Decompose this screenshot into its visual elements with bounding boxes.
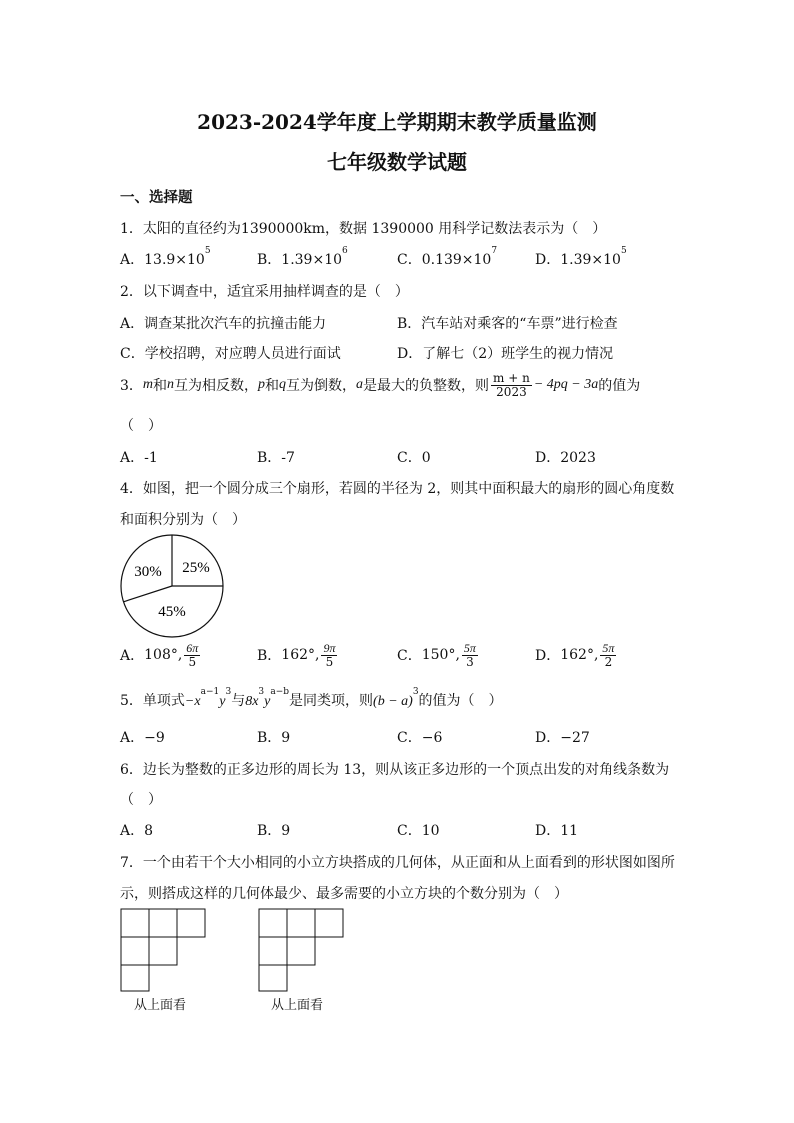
q5-option-d: D．−27: [535, 730, 590, 746]
grid-cell: [315, 909, 343, 937]
q1-option-c: C．$0.139\times 10^7$: [397, 246, 498, 268]
q2-option-c: C．学校招聘，对应聘人员进行面试: [120, 346, 341, 362]
q1-option-b: B．$1.39\times 10^6$: [257, 246, 348, 268]
q1-option-a: A．$13.9\times 10^5$: [120, 246, 211, 268]
q5-option-a: A．−9: [120, 730, 165, 746]
question-7-line1: 7．一个由若干个大小相同的小立方块搭成的几何体，从正面和从上面看到的形状图如图所: [120, 855, 675, 871]
question-6-line1: 6．边长为整数的正多边形的周长为 13，则从该正多边形的一个顶点出发的对角线条数为: [120, 762, 670, 778]
pie-label-25: 25%: [182, 560, 210, 576]
grid-cell: [259, 937, 287, 965]
grid-cell: [121, 965, 149, 991]
q5-option-c: C．−6: [397, 730, 443, 746]
q6-option-a: A．8: [120, 823, 154, 839]
figure-2-caption: 从上面看: [271, 998, 324, 1013]
q6-option-b: B．9: [257, 823, 291, 839]
q3-paren: （ ）: [120, 418, 162, 434]
grid-cell: [177, 909, 205, 937]
q3-option-b: B．-7: [257, 450, 295, 466]
question-6-line2: （ ）: [120, 792, 162, 808]
q3-option-c: C．0: [397, 450, 431, 466]
q3-option-d: D．2023: [535, 450, 596, 466]
question-2-stem: 2．以下调查中，适宜采用抽样调查的是（ ）: [120, 284, 409, 300]
question-7-line2: 示，则搭成这样的几何体最少、最多需要的小立方块的个数分别为（ ）: [120, 886, 568, 902]
q3-option-a: A．-1: [120, 450, 158, 466]
grid-cell: [121, 937, 149, 965]
grid-cell: [287, 937, 315, 965]
question-4-line1: 4．如图，把一个圆分成三个扇形，若圆的半径为 2，则其中面积最大的扇形的圆心角度数: [120, 481, 675, 497]
q1-option-d: D．$1.39\times 10^5$: [535, 246, 627, 268]
grid-cell: [149, 909, 177, 937]
q4-option-c: C． 150°, $\frac{5\pi}{3}$: [397, 641, 476, 669]
pie-label-30: 30%: [134, 564, 162, 580]
q4-option-b: B． 162°, $\frac{9\pi}{5}$: [257, 641, 336, 669]
grid-cell: [287, 909, 315, 937]
grid-cell: [259, 909, 287, 937]
pie-chart-figure: [118, 532, 226, 640]
question-5-stem: 5．单项式$-x^{a-1}y^3$与$8x^3y^{a-b}$是同类项，则$(b - a)^3$的值为（ ）: [120, 687, 503, 709]
grid-cell: [259, 965, 287, 991]
grid-cell: [121, 909, 149, 937]
q2-option-a: A．调查某批次汽车的抗撞击能力: [120, 316, 327, 332]
q6-option-c: C．10: [397, 823, 440, 839]
q2-option-b: B．汽车站对乘客的“车票”进行检查: [397, 316, 618, 332]
q6-option-d: D．11: [535, 823, 579, 839]
page-title: 2023-2024学年度上学期期末教学质量监测: [197, 110, 597, 134]
grid-cell: [149, 937, 177, 965]
q3-fraction: $\frac{m + n}{2023}$: [493, 371, 530, 399]
question-4-line2: 和面积分别为（ ）: [120, 512, 246, 528]
view-grid-figure-1: [120, 908, 208, 992]
q5-option-b: B．9: [257, 730, 291, 746]
q4-option-a: A． 108°, $\frac{6\pi}{5}$: [120, 641, 199, 669]
section-heading: 一、选择题: [120, 189, 193, 206]
page-subtitle: 七年级数学试题: [327, 150, 467, 174]
question-3-stem: 3． m 和 n 互为相反数， p 和 q 互为倒数， a 是最大的负整数，则 $\frac{m + n}{2023}$ − 4pq − 3a 的值为: [120, 371, 641, 399]
figure-1-caption: 从上面看: [134, 998, 187, 1013]
q4-option-d: D． 162°, $\frac{5\pi}{2}$: [535, 641, 615, 669]
q2-option-d: D．了解七（2）班学生的视力情况: [397, 346, 614, 362]
view-grid-figure-2: [258, 908, 346, 992]
question-1-stem: 1．太阳的直径约为1390000km，数据 1390000 用科学记数法表示为（ ）: [120, 221, 607, 237]
pie-label-45: 45%: [158, 604, 186, 620]
